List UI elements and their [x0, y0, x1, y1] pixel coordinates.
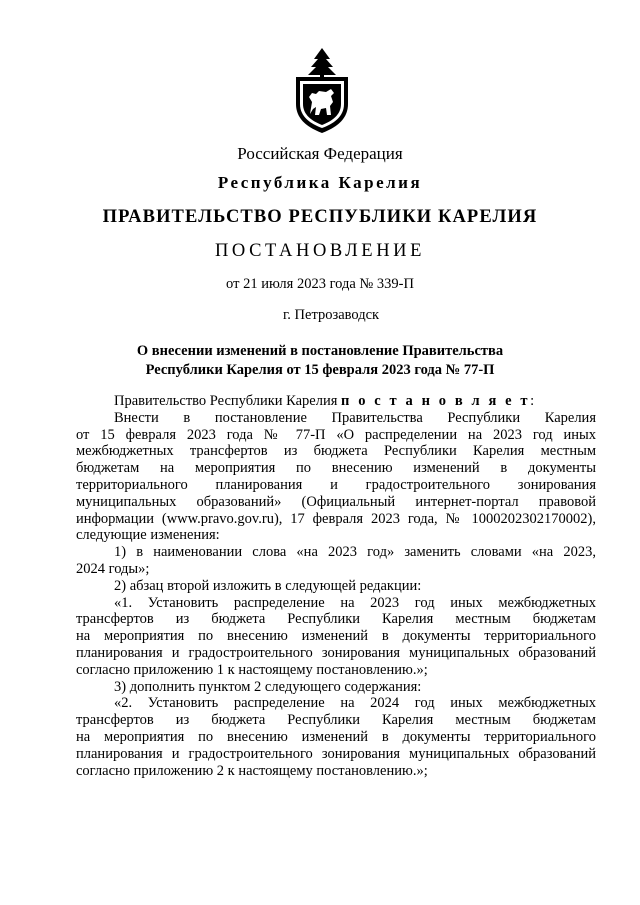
date-number-line: от 21 июля 2023 года № 339-П: [226, 276, 414, 292]
body-line: 3) дополнить пунктом 2 следующего содержания:: [114, 678, 422, 695]
government-name: ПРАВИТЕЛЬСТВО РЕСПУБЛИКИ КАРЕЛИЯ: [102, 207, 538, 227]
body-line: от 15 февраля 2023 года № 77-П «О распределении на 2023 год иных: [76, 426, 596, 443]
body-line: на мероприятия по внесению изменений в документы территориального: [76, 628, 596, 645]
body-line: бюджетам на мероприятия по внесению изменений в документы: [76, 460, 596, 477]
body-line: «1. Установить распределение на 2023 год иных межбюджетных: [114, 594, 596, 611]
body-line: Внести в постановление Правительства Республики Карелия: [114, 409, 596, 426]
body-line: «2. Установить распределение на 2024 год иных межбюджетных: [114, 695, 596, 712]
resolves-word: п о с т а н о в л я е т: [341, 393, 531, 409]
body-line: согласно приложению 2 к настоящему постановлению.»;: [76, 762, 428, 779]
body-line: территориального планирования и градостроительного зонирования: [76, 476, 596, 493]
document-title: [0, 342, 640, 380]
body-line: муниципальных образований» (Официальный интернет-портал правовой: [76, 493, 596, 510]
body-line: планирования и градостроительного зонирования муниципальных образований: [76, 745, 596, 762]
body-line: трансфертов из бюджета Республики Карелия местным бюджетам: [76, 611, 596, 628]
document-body: [76, 393, 596, 779]
title-line-2: Республики Карелия от 15 февраля 2023 года № 77-П: [145, 362, 495, 378]
body-line: трансфертов из бюджета Республики Карелия местным бюджетам: [76, 712, 596, 729]
body-line: следующие изменения:: [76, 527, 220, 544]
title-line-1: О внесении изменений в постановление Правительства: [136, 343, 504, 359]
city: г. Петрозаводск: [283, 307, 380, 323]
body-line: 2) абзац второй изложить в следующей редакции:: [114, 577, 422, 594]
resolves-prefix: Правительство Республики Карелия: [114, 393, 342, 409]
body-line: информации (www.pravo.gov.ru), 17 февраля 2023 года, № 1000202302170002),: [76, 510, 596, 527]
body-line: на мероприятия по внесению изменений в документы территориального: [76, 728, 596, 745]
document-type: ПОСТАНОВЛЕНИЕ: [214, 241, 426, 261]
body-line: согласно приложению 1 к настоящему постановлению.»;: [76, 661, 428, 678]
body-line: межбюджетных трансфертов из бюджета Республики Карелия местным: [76, 443, 596, 460]
resolves-suffix: :: [530, 393, 535, 409]
republic-name: Республика Карелия: [217, 173, 423, 192]
body-line: 2024 годы»;: [76, 560, 150, 577]
resolves-paragraph: [76, 393, 596, 410]
karelia-coat-of-arms-icon: [293, 48, 351, 134]
body-line: 1) в наименовании слова «на 2023 год» заменить словами «на 2023,: [114, 544, 596, 561]
body-line: планирования и градостроительного зонирования муниципальных образований: [76, 644, 596, 661]
country-name: Российская Федерация: [237, 144, 403, 163]
